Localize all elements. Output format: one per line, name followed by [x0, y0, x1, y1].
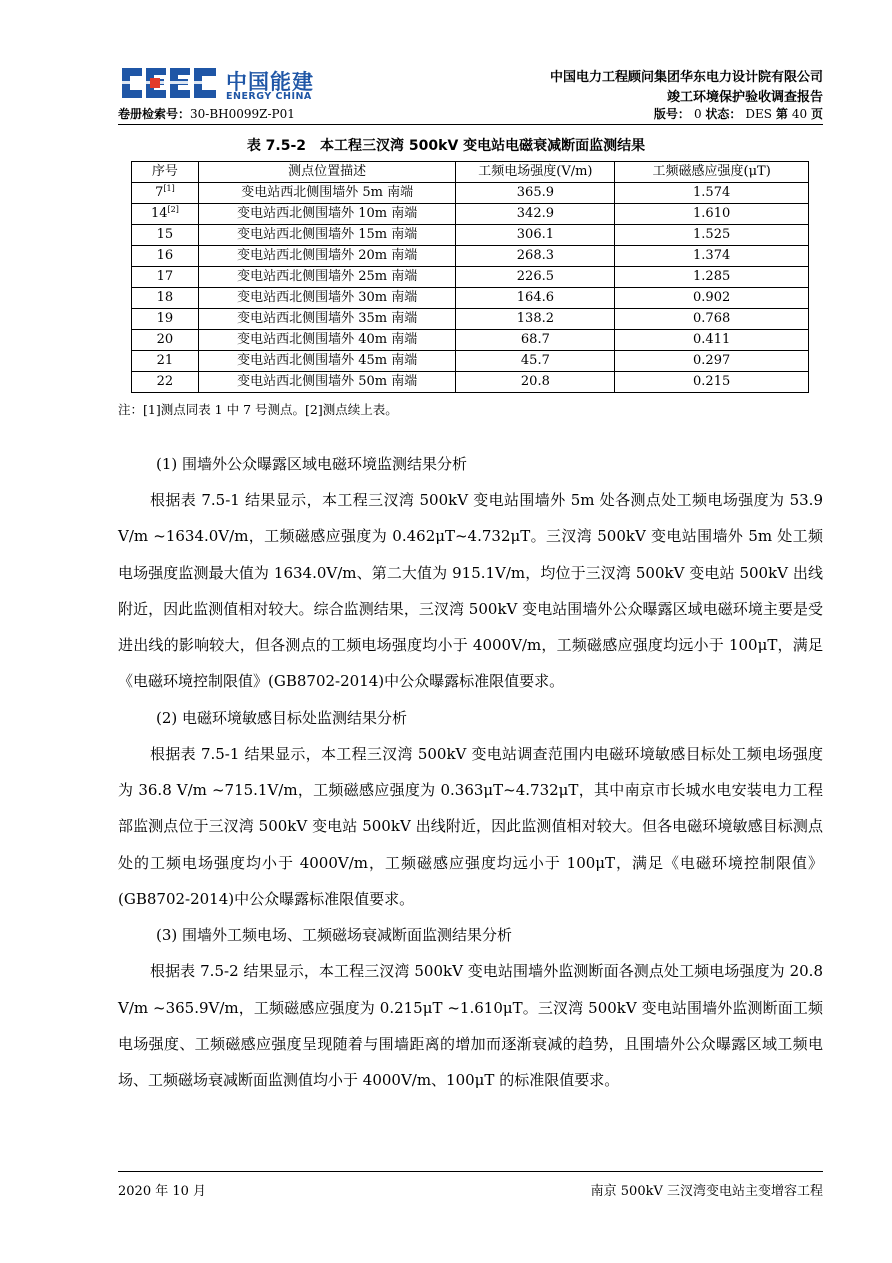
- table-row: [132, 246, 809, 267]
- row-number: 17: [156, 269, 174, 284]
- row-number: 21: [156, 353, 174, 368]
- document-meta: [654, 105, 823, 122]
- ceec-logo-icon: [120, 64, 218, 102]
- row-number: 22: [156, 374, 174, 389]
- cell-electric-field: 365.9: [456, 183, 615, 204]
- section-paragraph: 根据表 7.5-1 结果显示，本工程三汊湾 500kV 变电站调查范围内电磁环境敏感目标处工频电场强度为 36.8 V/m ~715.1V/m，工频磁感应强度为 0.363μT~4.732μT，其中南京市长城水电安装电力工程部监测点位于三汊湾 500kV 变电站 500kV 出线附近，因此监测值相对较大。但各电磁环境敏感目标测点处的工频电场强度均小于 4000V/m，工频磁感应强度均远小于 100μT，满足《电磁环境控制限值》(GB8702-2014)中公众曝露标准限值要求。: [118, 744, 823, 908]
- section-paragraph: 根据表 7.5-2 结果显示，本工程三汊湾 500kV 变电站围墙外监测断面各测点处工频电场强度为 20.8 V/m ~365.9V/m，工频磁感应强度为 0.215μT ~1.610μT。三汊湾 500kV 变电站围墙外监测断面工频电场强度、工频磁感应强度呈现随着与围墙距离的增加而逐渐衰减的趋势，且围墙外公众曝露区域工频电场、工频磁场衰减断面监测值均小于 4000V/m、100μT 的标准限值要求。: [118, 962, 823, 1090]
- cell-no: [132, 267, 199, 288]
- page-prefix: 第: [775, 107, 788, 121]
- table-row: [132, 351, 809, 372]
- cell-electric-field: 342.9: [456, 204, 615, 225]
- section-heading: (1) 围墙外公众曝露区域电磁环境监测结果分析: [156, 455, 468, 473]
- cell-location: 变电站西北侧围墙外 25m 南端: [198, 267, 456, 288]
- cell-magnetic-induction: 0.297: [615, 351, 809, 372]
- row-number: 15: [156, 227, 174, 242]
- logo-chinese-text: 中国能建: [226, 70, 314, 94]
- header-divider: [118, 124, 823, 125]
- energy-china-logo: [120, 64, 320, 104]
- table-row: [132, 225, 809, 246]
- cell-location: 变电站西北侧围墙外 20m 南端: [198, 246, 456, 267]
- row-number: 7: [155, 185, 164, 200]
- section-heading: (3) 围墙外工频电场、工频磁场衰减断面监测结果分析: [156, 926, 513, 945]
- cell-magnetic-induction: 0.768: [615, 309, 809, 330]
- page-number: 40: [791, 107, 808, 121]
- version-label: 版号：: [653, 107, 690, 121]
- table-row: [132, 267, 809, 288]
- page-suffix: 页: [810, 107, 823, 121]
- cell-electric-field: 45.7: [456, 351, 615, 372]
- row-footnote-ref: [2]: [167, 205, 179, 214]
- cell-magnetic-induction: 1.525: [615, 225, 809, 246]
- cell-location: 变电站西北侧围墙外 40m 南端: [198, 330, 456, 351]
- cell-no: [132, 330, 199, 351]
- cell-location: 变电站西北侧围墙外 10m 南端: [198, 204, 456, 225]
- version-value: 0: [693, 107, 702, 121]
- cell-no: [132, 372, 199, 393]
- table-row: [132, 330, 809, 351]
- col-header-electric-field: 工频电场强度(V/m): [456, 162, 615, 183]
- report-title: 竣工环境保护验收调查报告: [666, 90, 823, 105]
- cell-no: [132, 204, 199, 225]
- monitoring-results-table: [131, 161, 809, 393]
- col-header-no: 序号: [132, 162, 199, 183]
- row-number: 18: [156, 290, 174, 305]
- cell-magnetic-induction: 0.902: [615, 288, 809, 309]
- cell-location: 变电站西北侧围墙外 15m 南端: [198, 225, 456, 246]
- table-row: [132, 204, 809, 225]
- cell-no: [132, 225, 199, 246]
- cell-no: [132, 351, 199, 372]
- table-row: [132, 288, 809, 309]
- cell-electric-field: 68.7: [456, 330, 615, 351]
- row-number: 20: [156, 332, 174, 347]
- cell-magnetic-induction: 0.215: [615, 372, 809, 393]
- cell-location: 变电站西北侧围墙外 30m 南端: [198, 288, 456, 309]
- cell-magnetic-induction: 1.610: [615, 204, 809, 225]
- cell-electric-field: 306.1: [456, 225, 615, 246]
- cell-electric-field: 164.6: [456, 288, 615, 309]
- cell-no: [132, 288, 199, 309]
- table-title: 本工程三汊湾 500kV 变电站电磁衰减断面监测结果: [320, 138, 646, 154]
- col-header-magnetic-induction: 工频磁感应强度(μT): [615, 162, 809, 183]
- cell-magnetic-induction: 1.374: [615, 246, 809, 267]
- cell-location: 变电站西北侧围墙外 5m 南端: [198, 183, 456, 204]
- cell-magnetic-induction: 1.285: [615, 267, 809, 288]
- cell-location: 变电站西北侧围墙外 50m 南端: [198, 372, 456, 393]
- row-footnote-ref: [1]: [163, 184, 175, 193]
- row-number: 16: [156, 248, 174, 263]
- cell-no: [132, 309, 199, 330]
- cell-electric-field: 138.2: [456, 309, 615, 330]
- table-number: 表 7.5-2: [246, 138, 307, 154]
- page-header: [118, 58, 823, 126]
- row-number: 19: [156, 311, 174, 326]
- status-value: DES: [745, 107, 773, 121]
- footer-date: 2020 年 10 月: [118, 1184, 207, 1199]
- section-heading: (2) 电磁环境敏感目标处监测结果分析: [156, 708, 408, 727]
- table-caption: [0, 135, 892, 155]
- footer-divider: [118, 1171, 823, 1172]
- table-row: [132, 309, 809, 330]
- col-header-location: 测点位置描述: [198, 162, 456, 183]
- company-name: 中国电力工程顾问集团华东电力设计院有限公司: [549, 70, 823, 85]
- footer-project: 南京 500kV 三汊湾变电站主变增容工程: [590, 1184, 823, 1199]
- cell-no: [132, 183, 199, 204]
- table-row: [132, 183, 809, 204]
- table-header-row: [132, 162, 809, 183]
- cell-electric-field: 268.3: [456, 246, 615, 267]
- logo-english-text: ENERGY CHINA: [226, 91, 312, 102]
- archive-number: [118, 105, 295, 122]
- row-number: 14: [150, 206, 168, 221]
- analysis-content: [118, 446, 823, 1098]
- archive-value: 30-BH0099Z-P01: [190, 107, 295, 121]
- archive-label: 卷册检索号：: [118, 107, 191, 121]
- table-body: [132, 183, 809, 393]
- cell-location: 变电站西北侧围墙外 35m 南端: [198, 309, 456, 330]
- table-row: [132, 372, 809, 393]
- status-label: 状态：: [705, 107, 742, 121]
- cell-magnetic-induction: 1.574: [615, 183, 809, 204]
- cell-electric-field: 226.5: [456, 267, 615, 288]
- cell-magnetic-induction: 0.411: [615, 330, 809, 351]
- section-paragraph: 根据表 7.5-1 结果显示，本工程三汊湾 500kV 变电站围墙外 5m 处各测点处工频电场强度为 53.9 V/m ~1634.0V/m，工频磁感应强度为 0.462μT~4.732μT。三汊湾 500kV 变电站围墙外 5m 处工频电场强度监测最大值为 1634.0V/m、第二大值为 915.1V/m，均位于三汊湾 500kV 变电站 500kV 出线附近，因此监测值相对较大。综合监测结果，三汊湾 500kV 变电站围墙外公众曝露区域电磁环境主要是受进出线的影响较大，但各测点的工频电场强度均小于 4000V/m，工频磁感应强度均远小于 100μT，满足《电磁环境控制限值》(GB8702-2014)中公众曝露标准限值要求。: [118, 491, 823, 691]
- cell-electric-field: 20.8: [456, 372, 615, 393]
- cell-no: [132, 246, 199, 267]
- table-note: 注：[1]测点同表 1 中 7 号测点。[2]测点续上表。: [118, 402, 398, 417]
- cell-location: 变电站西北侧围墙外 45m 南端: [198, 351, 456, 372]
